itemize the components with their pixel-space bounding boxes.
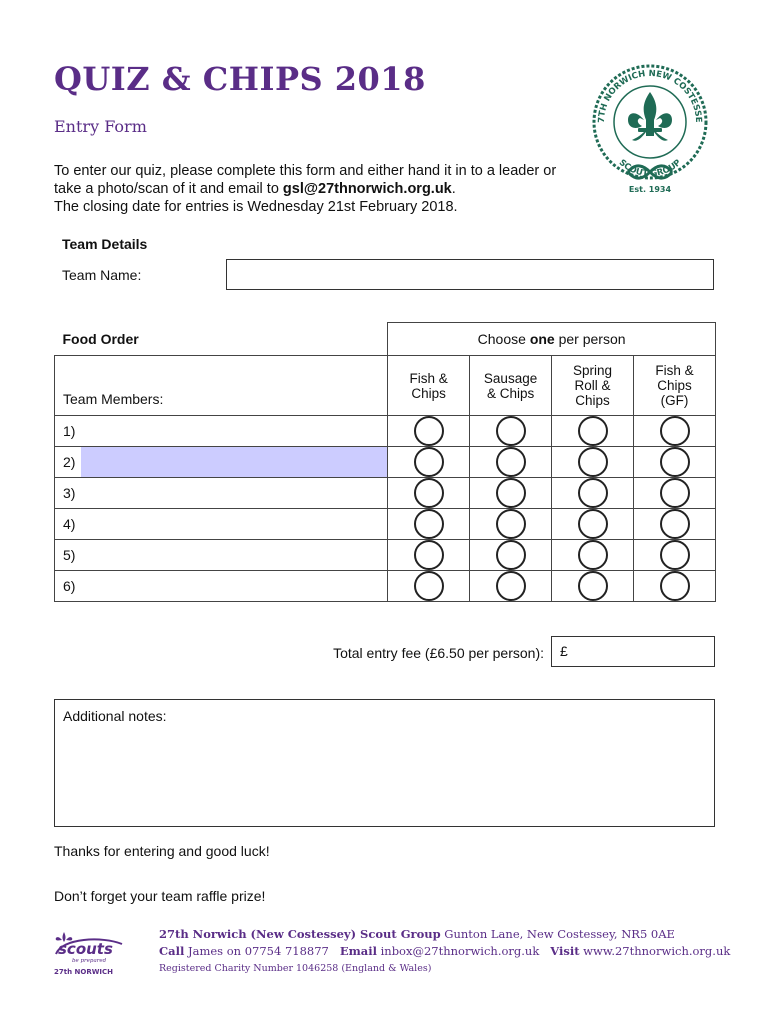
footer-org-name: 27th Norwich (New Costessey) Scout Group xyxy=(159,927,441,941)
choice-radio[interactable] xyxy=(660,571,690,601)
option-sausage-chips: Sausage & Chips xyxy=(470,356,552,416)
team-name-label: Team Name: xyxy=(62,267,142,283)
footer-call-value: James on 07754 718877 xyxy=(184,944,329,958)
svg-text:SCOUT GROUP: SCOUT GROUP xyxy=(616,157,684,180)
choose-header: Choose one per person xyxy=(388,323,716,356)
choice-radio[interactable] xyxy=(414,447,444,477)
svg-text:27TH NORWICH NEW COSTESSEY: 7TH NORWICH NEW COSTESSE xyxy=(596,68,704,124)
choice-radio[interactable] xyxy=(496,540,526,570)
choice-radio[interactable] xyxy=(660,447,690,477)
choice-radio[interactable] xyxy=(496,571,526,601)
svg-text:27th NORWICH: 27th NORWICH xyxy=(54,968,114,976)
table-row xyxy=(55,540,716,571)
table-row xyxy=(55,571,716,602)
svg-text:be prepared: be prepared xyxy=(72,958,107,964)
table-row xyxy=(55,416,716,447)
choice-radio[interactable] xyxy=(578,416,608,446)
group-logo-emblem xyxy=(580,50,720,200)
row-number: 3) xyxy=(63,485,76,501)
thanks-text: Thanks for entering and good luck! xyxy=(54,843,270,859)
choice-radio[interactable] xyxy=(660,540,690,570)
team-details-heading: Team Details xyxy=(62,236,148,252)
fleur-de-lis-icon xyxy=(628,92,672,141)
member-name-input-focused[interactable] xyxy=(81,447,387,477)
footer-website-link[interactable]: www.27thnorwich.org.uk xyxy=(579,944,731,958)
footer-call-label: Call xyxy=(159,944,185,958)
option-spring-roll-chips: Spring Roll & Chips xyxy=(552,356,634,416)
intro-part1: To enter our quiz, please complete this form and either hand it in to a leader or take a photo/scan of it and email to xyxy=(54,163,557,197)
choice-radio[interactable] xyxy=(660,478,690,508)
scouts-logo-mark xyxy=(52,926,126,976)
choice-radio[interactable] xyxy=(414,540,444,570)
food-order-heading: Food Order xyxy=(55,323,388,356)
svg-text:scouts: scouts xyxy=(58,940,113,958)
additional-notes-label: Additional notes: xyxy=(63,708,167,724)
intro-part2: . xyxy=(451,181,456,197)
footer-email-link[interactable]: inbox@27thnorwich.org.uk xyxy=(376,944,540,958)
footer-visit-label: Visit xyxy=(550,944,580,958)
row-number: 1) xyxy=(63,423,76,439)
footer-address: Gunton Lane, New Costessey, NR5 0AE xyxy=(440,927,675,941)
choice-radio[interactable] xyxy=(496,478,526,508)
choice-radio[interactable] xyxy=(414,416,444,446)
row-number: 4) xyxy=(63,516,76,532)
choice-radio[interactable] xyxy=(578,478,608,508)
footer-contact-line xyxy=(159,944,730,958)
table-row xyxy=(55,478,716,509)
choice-radio[interactable] xyxy=(496,509,526,539)
choice-radio[interactable] xyxy=(660,509,690,539)
footer-email-label: Email xyxy=(339,944,377,958)
food-order-table xyxy=(54,322,716,602)
table-row xyxy=(55,447,716,478)
logo-est-text: Est. 1934 xyxy=(628,185,672,194)
intro-closing-date: The closing date for entries is Wednesday 21st February 2018. xyxy=(54,199,458,215)
total-fee-input[interactable]: £ xyxy=(551,636,715,667)
footer-charity: Registered Charity Number 1046258 (England & Wales) xyxy=(159,963,432,974)
intro-email[interactable]: gsl@27thnorwich.org.uk xyxy=(282,181,452,197)
choice-radio[interactable] xyxy=(660,416,690,446)
choice-radio[interactable] xyxy=(578,571,608,601)
choice-radio[interactable] xyxy=(414,509,444,539)
choice-radio[interactable] xyxy=(578,509,608,539)
total-fee-label: Total entry fee (£6.50 per person): xyxy=(333,645,544,661)
row-number: 2) xyxy=(63,454,76,470)
choice-radio[interactable] xyxy=(414,571,444,601)
choice-radio[interactable] xyxy=(578,540,608,570)
page-title: QUIZ & CHIPS 2018 xyxy=(54,60,426,98)
team-name-input[interactable] xyxy=(226,259,714,290)
table-row xyxy=(55,509,716,540)
intro-text xyxy=(54,162,574,216)
row-number: 6) xyxy=(63,578,76,594)
option-fish-chips: Fish & Chips xyxy=(388,356,470,416)
footer-org-line xyxy=(159,927,675,941)
page-subtitle: Entry Form xyxy=(54,117,147,136)
choice-radio[interactable] xyxy=(414,478,444,508)
choice-radio[interactable] xyxy=(578,447,608,477)
raffle-text: Don’t forget your team raffle prize! xyxy=(54,888,266,904)
choice-radio[interactable] xyxy=(496,447,526,477)
row-number: 5) xyxy=(63,547,76,563)
group-logo xyxy=(580,50,720,200)
choice-radio[interactable] xyxy=(496,416,526,446)
scouts-logo xyxy=(52,926,126,976)
team-members-label: Team Members: xyxy=(55,356,388,416)
option-fish-chips-gf: Fish & Chips (GF) xyxy=(634,356,716,416)
additional-notes-input[interactable] xyxy=(54,699,715,827)
